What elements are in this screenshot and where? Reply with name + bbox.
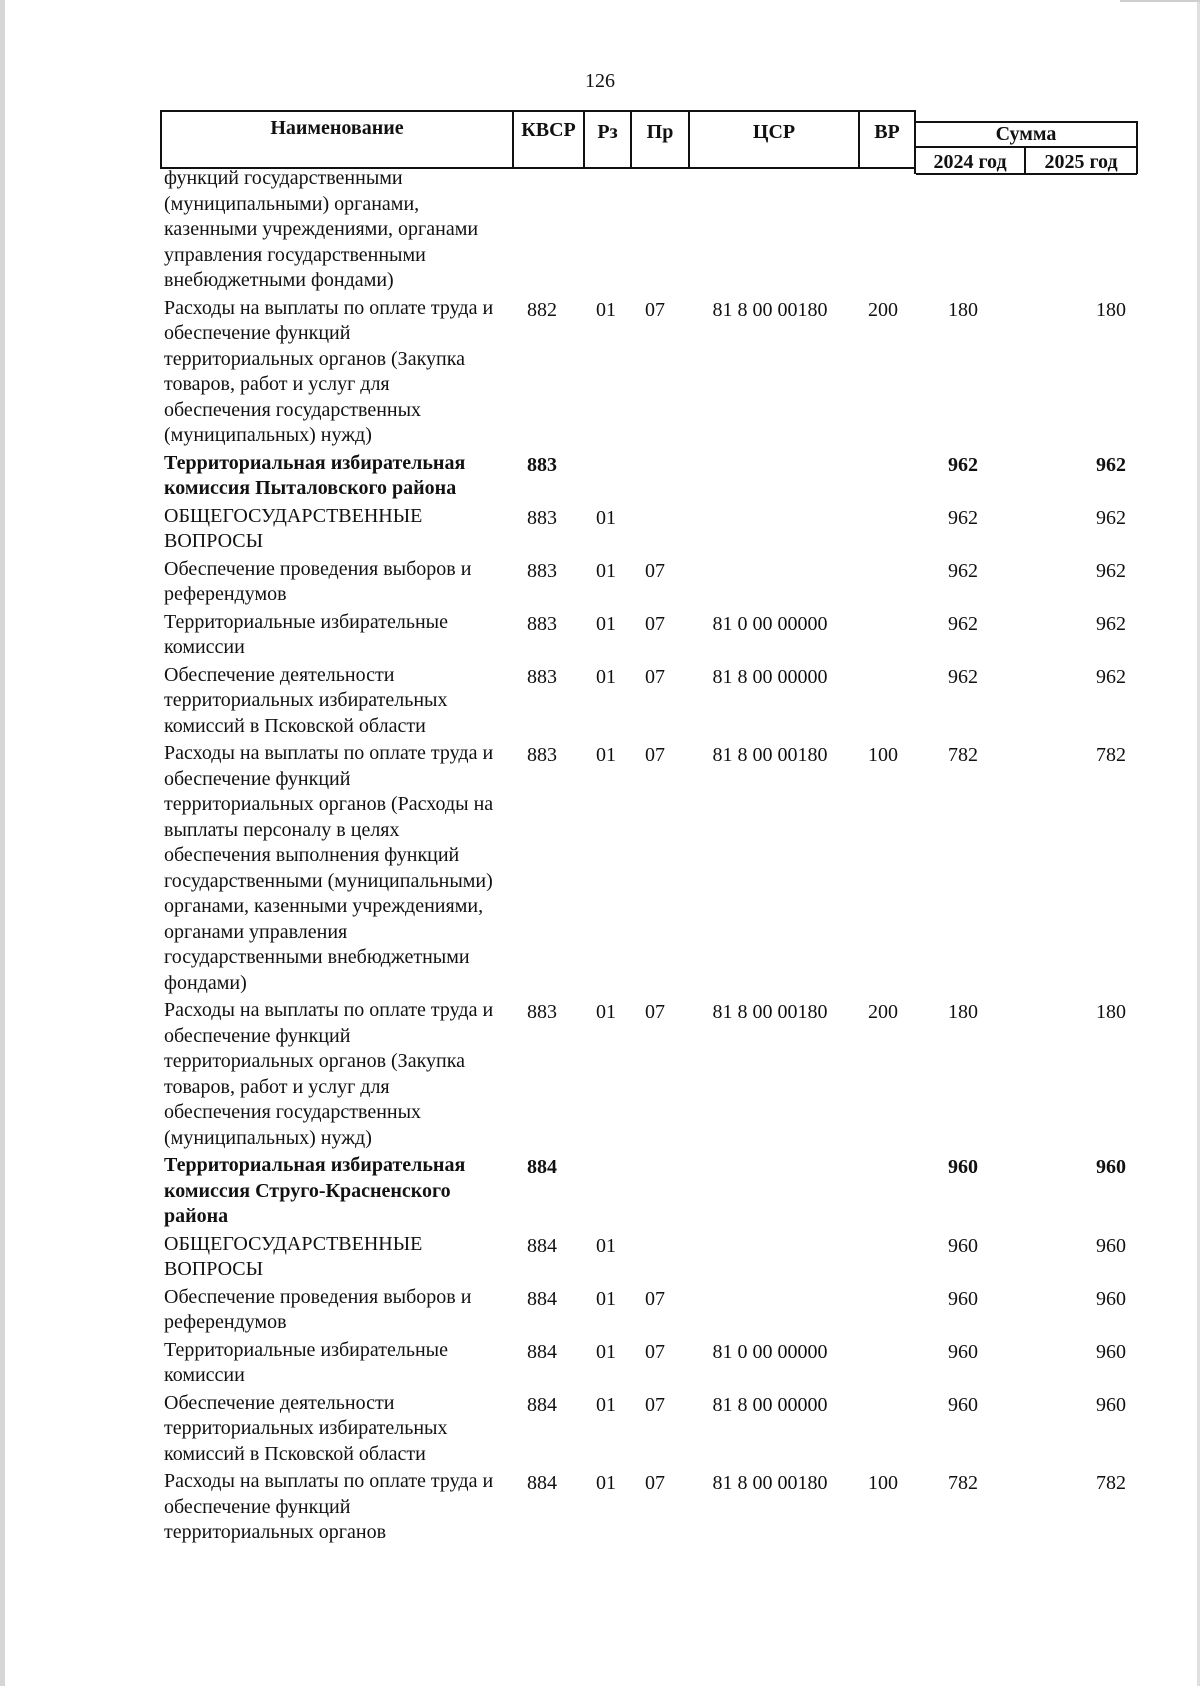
header-sum-divider bbox=[916, 146, 1137, 148]
header-pr: Пр bbox=[646, 121, 674, 143]
sum-2024-cell: 180 bbox=[948, 1001, 978, 1023]
name-cell: Расходы на выплаты по оплате труда и обеспечение функций территориальных органов (Расходы на выплаты персоналу в целях обеспечения выполнения функций государственными (муниципальными) органами, казенными учреждениями, органами управления государственными внебюджетными фондами) bbox=[164, 742, 494, 994]
kvsr-cell: 884 bbox=[527, 1234, 557, 1257]
pr-cell: 07 bbox=[645, 744, 665, 766]
csr-cell: 81 0 00 00000 bbox=[712, 612, 828, 635]
header-year-2025: 2025 год bbox=[1044, 151, 1118, 173]
sum-2024-cell: 962 bbox=[948, 612, 978, 635]
kvsr-cell: 883 bbox=[527, 1001, 557, 1023]
csr-cell: 81 8 00 00180 bbox=[712, 1472, 828, 1494]
rz-cell: 01 bbox=[596, 1001, 616, 1023]
table-row bbox=[0, 1338, 1200, 1391]
sum-2024-cell: 782 bbox=[948, 1472, 978, 1494]
csr-cell: 81 8 00 00180 bbox=[712, 744, 828, 766]
rz-cell: 01 bbox=[596, 1472, 616, 1494]
name-cell: Расходы на выплаты по оплате труда и обеспечение функций территориальных органов bbox=[164, 1470, 494, 1543]
kvsr-cell: 883 bbox=[527, 506, 557, 529]
header-top-border bbox=[160, 110, 916, 112]
pr-cell: 07 bbox=[645, 1472, 665, 1494]
rz-cell: 01 bbox=[596, 1340, 616, 1363]
name-cell: функций государственными (муниципальными) органами, казенными учреждениями, органами управления государственными внебюджетными фондами) bbox=[164, 167, 479, 291]
header-kvsr: КВСР bbox=[521, 119, 576, 141]
name-cell: ОБЩЕГОСУДАРСТВЕННЫЕ ВОПРОСЫ bbox=[164, 1232, 423, 1280]
table-row bbox=[0, 998, 1200, 1153]
rz-cell: 01 bbox=[596, 744, 616, 766]
sum-2025-cell: 962 bbox=[1096, 612, 1126, 635]
sum-2024-cell: 180 bbox=[948, 298, 978, 321]
table-row bbox=[0, 663, 1200, 742]
vr-cell: 200 bbox=[868, 298, 898, 321]
name-cell: Расходы на выплаты по оплате труда и обеспечение функций территориальных органов (Закупка товаров, работ и услуг для обеспечения государственных (муниципальных) нужд) bbox=[164, 296, 494, 446]
sum-2024-cell: 962 bbox=[948, 506, 978, 529]
table-row bbox=[0, 1469, 1200, 1548]
rz-cell: 01 bbox=[596, 506, 616, 529]
table-row bbox=[0, 1391, 1200, 1470]
table-row bbox=[0, 1232, 1200, 1285]
sum-2025-cell: 962 bbox=[1096, 559, 1126, 582]
sum-2025-cell: 180 bbox=[1096, 298, 1126, 321]
kvsr-cell: 883 bbox=[527, 453, 557, 476]
pr-cell: 07 bbox=[645, 1001, 665, 1023]
sum-2024-cell: 962 bbox=[948, 453, 978, 476]
rz-cell: 01 bbox=[596, 612, 616, 635]
table-row bbox=[0, 296, 1200, 451]
sum-2025-cell: 960 bbox=[1096, 1234, 1126, 1257]
rz-cell: 01 bbox=[596, 665, 616, 688]
name-cell: Обеспечение проведения выборов и референдумов bbox=[164, 1285, 472, 1333]
vr-cell: 100 bbox=[868, 744, 898, 766]
table-row bbox=[0, 1153, 1200, 1232]
sum-2025-cell: 960 bbox=[1096, 1287, 1126, 1310]
sum-2025-cell: 960 bbox=[1096, 1340, 1126, 1363]
table-row bbox=[0, 557, 1200, 610]
pr-cell: 07 bbox=[645, 298, 665, 321]
sum-2024-cell: 960 bbox=[948, 1287, 978, 1310]
pr-cell: 07 bbox=[645, 612, 665, 635]
sum-2024-cell: 960 bbox=[948, 1234, 978, 1257]
vr-cell: 100 bbox=[868, 1472, 898, 1494]
sum-2024-cell: 962 bbox=[948, 665, 978, 688]
csr-cell: 81 0 00 00000 bbox=[712, 1340, 828, 1363]
table-row bbox=[0, 610, 1200, 663]
rz-cell: 01 bbox=[596, 1234, 616, 1257]
rz-cell: 01 bbox=[596, 559, 616, 582]
kvsr-cell: 884 bbox=[527, 1156, 557, 1178]
rz-cell: 01 bbox=[596, 1287, 616, 1310]
sum-2025-cell: 962 bbox=[1096, 665, 1126, 688]
rz-cell: 01 bbox=[596, 298, 616, 321]
table-row bbox=[0, 504, 1200, 557]
csr-cell: 81 8 00 00000 bbox=[712, 665, 828, 688]
header-year-2024: 2024 год bbox=[933, 151, 1007, 173]
name-cell: Обеспечение деятельности территориальных избирательных комиссий в Псковской области bbox=[164, 1391, 448, 1465]
sum-2025-cell: 782 bbox=[1096, 1472, 1126, 1494]
sum-2025-cell: 962 bbox=[1096, 453, 1126, 476]
kvsr-cell: 883 bbox=[527, 612, 557, 635]
table-row bbox=[0, 166, 1200, 296]
header-name: Наименование bbox=[270, 117, 404, 139]
csr-cell: 81 8 00 00180 bbox=[712, 298, 828, 321]
page-number: 126 bbox=[585, 70, 615, 92]
rz-cell: 01 bbox=[596, 1393, 616, 1416]
table-row bbox=[0, 451, 1200, 504]
csr-cell: 81 8 00 00000 bbox=[712, 1393, 828, 1416]
name-cell: Территориальные избирательные комиссии bbox=[164, 1338, 448, 1386]
pr-cell: 07 bbox=[645, 665, 665, 688]
kvsr-cell: 884 bbox=[527, 1393, 557, 1416]
name-cell: Расходы на выплаты по оплате труда и обеспечение функций территориальных органов (Закупка товаров, работ и услуг для обеспечения государственных (муниципальных) нужд) bbox=[164, 999, 494, 1149]
kvsr-cell: 884 bbox=[527, 1472, 557, 1494]
sum-2025-cell: 960 bbox=[1096, 1393, 1126, 1416]
sum-2024-cell: 962 bbox=[948, 559, 978, 582]
sum-2025-cell: 782 bbox=[1096, 744, 1126, 766]
table-row bbox=[0, 741, 1200, 998]
header-csr: ЦСР bbox=[752, 121, 796, 143]
pr-cell: 07 bbox=[645, 1393, 665, 1416]
pr-cell: 07 bbox=[645, 1287, 665, 1310]
kvsr-cell: 884 bbox=[527, 1287, 557, 1310]
vr-cell: 200 bbox=[868, 1001, 898, 1023]
header-vr: ВР bbox=[874, 121, 900, 143]
sum-2025-cell: 960 bbox=[1096, 1156, 1126, 1178]
kvsr-cell: 883 bbox=[527, 744, 557, 766]
header-rz: Рз bbox=[597, 121, 618, 143]
kvsr-cell: 884 bbox=[527, 1340, 557, 1363]
scan-corner-mark bbox=[1120, 0, 1200, 2]
sum-2024-cell: 960 bbox=[948, 1340, 978, 1363]
name-cell: Территориальная избирательная комиссия Пыталовского района bbox=[164, 451, 466, 499]
kvsr-cell: 883 bbox=[527, 665, 557, 688]
sum-2024-cell: 782 bbox=[948, 744, 978, 766]
pr-cell: 07 bbox=[645, 1340, 665, 1363]
name-cell: Обеспечение деятельности территориальных избирательных комиссий в Псковской области bbox=[164, 663, 448, 737]
sum-2024-cell: 960 bbox=[948, 1156, 978, 1178]
name-cell: Территориальная избирательная комиссия Струго-Красненского района bbox=[164, 1154, 466, 1227]
csr-cell: 81 8 00 00180 bbox=[712, 1001, 828, 1023]
kvsr-cell: 882 bbox=[527, 298, 557, 321]
name-cell: ОБЩЕГОСУДАРСТВЕННЫЕ ВОПРОСЫ bbox=[164, 504, 423, 552]
header-sum: Сумма bbox=[995, 123, 1057, 145]
sum-2024-cell: 960 bbox=[948, 1393, 978, 1416]
sum-2025-cell: 962 bbox=[1096, 506, 1126, 529]
table-body bbox=[0, 166, 1200, 1548]
pr-cell: 07 bbox=[645, 559, 665, 582]
name-cell: Территориальные избирательные комиссии bbox=[164, 610, 448, 658]
kvsr-cell: 883 bbox=[527, 559, 557, 582]
sum-2025-cell: 180 bbox=[1096, 1001, 1126, 1023]
table-row bbox=[0, 1285, 1200, 1338]
name-cell: Обеспечение проведения выборов и референдумов bbox=[164, 557, 472, 605]
